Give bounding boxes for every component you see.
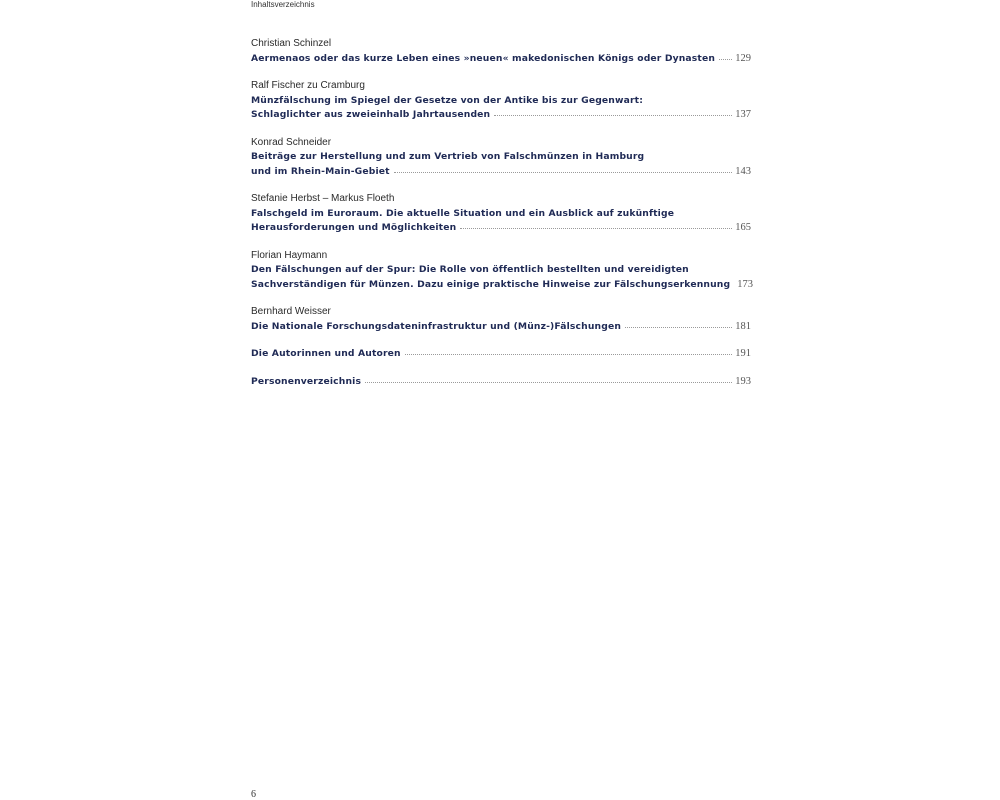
page-number: 6 [251, 789, 256, 800]
toc-entry-title-line [251, 320, 751, 335]
toc-entry-author: Bernhard Weisser [251, 306, 331, 317]
toc-entry-title-line [251, 52, 751, 67]
toc-entry [251, 375, 751, 390]
toc-entry-author: Konrad Schneider [251, 136, 332, 148]
dot-leader [394, 171, 733, 173]
toc-entry-title: und im Rhein-Main-Gebiet [251, 165, 390, 177]
toc-entry-title: Aermenaos oder das kurze Leben eines »neuen« makedonischen Königs oder Dynasten [251, 52, 716, 64]
toc-entry-title-line [251, 221, 751, 236]
toc-entry [251, 79, 751, 123]
toc-entry-page-number: 191 [735, 348, 751, 359]
toc-entry-title: Beiträge zur Herstellung und zum Vertrieb von Falschmünzen in Hamburg [251, 151, 645, 162]
toc-entry-title-line [251, 278, 751, 293]
toc-entry [251, 249, 751, 293]
toc-entry-title-line [251, 165, 751, 180]
toc-entry-title: Sachverständigen für Münzen. Dazu einige praktische Hinweise zur Fälschungserkennung [251, 278, 731, 290]
running-head: Inhaltsverzeichnis [251, 0, 315, 9]
toc-entry-page-number: 193 [735, 375, 751, 387]
dot-leader [625, 326, 732, 328]
toc-entry-title: Den Fälschungen auf der Spur: Die Rolle von öffentlich bestellten und vereidigten [251, 264, 689, 275]
dot-leader [719, 58, 732, 60]
toc-entry-page-number: 129 [735, 52, 751, 64]
toc-entry-title: Die Nationale Forschungsdateninfrastruktur und (Münz-)Fälschungen [251, 320, 622, 332]
toc-entry-page-number: 137 [735, 109, 751, 120]
toc-entry [251, 37, 751, 66]
toc-entry-title-line [251, 150, 751, 165]
toc-entry-page-number: 143 [735, 165, 751, 177]
toc-entry-author: Stefanie Herbst – Markus Floeth [251, 193, 395, 204]
toc-entry-author: Florian Haymann [251, 249, 328, 261]
toc-entry [251, 192, 751, 236]
toc-entry-title: Herausforderungen und Möglichkeiten [251, 222, 457, 233]
toc-entry [251, 305, 751, 334]
toc-entry-title: Personenverzeichnis [251, 375, 362, 387]
toc-entry-title-line [251, 108, 751, 123]
toc-entry [251, 136, 751, 180]
table-of-contents [251, 37, 751, 402]
toc-entry-title: Die Autorinnen und Autoren [251, 348, 401, 359]
dot-leader [460, 227, 732, 229]
toc-entry-page-number: 165 [735, 222, 751, 233]
toc-entry [251, 347, 751, 362]
dot-leader [494, 114, 732, 116]
toc-entry-title-line [251, 347, 751, 362]
dot-leader [405, 353, 733, 355]
toc-entry-title: Schlaglichter aus zweieinhalb Jahrtausenden [251, 109, 491, 120]
toc-entry-title-line [251, 94, 751, 109]
toc-entry-author: Christian Schinzel [251, 38, 332, 49]
toc-entry-title-line [251, 375, 751, 390]
toc-entry-title: Falschgeld im Euroraum. Die aktuelle Situation und ein Ausblick auf zukünftige [251, 207, 675, 219]
toc-entry-page-number: 173 [737, 278, 753, 290]
toc-entry-title: Münzfälschung im Spiegel der Gesetze von der Antike bis zur Gegenwart: [251, 94, 644, 106]
toc-entry-title-line [251, 207, 751, 222]
toc-entry-author: Ralf Fischer zu Cramburg [251, 80, 365, 91]
toc-entry-title-line [251, 263, 751, 278]
toc-entry-page-number: 181 [735, 320, 751, 332]
dot-leader [365, 381, 732, 383]
